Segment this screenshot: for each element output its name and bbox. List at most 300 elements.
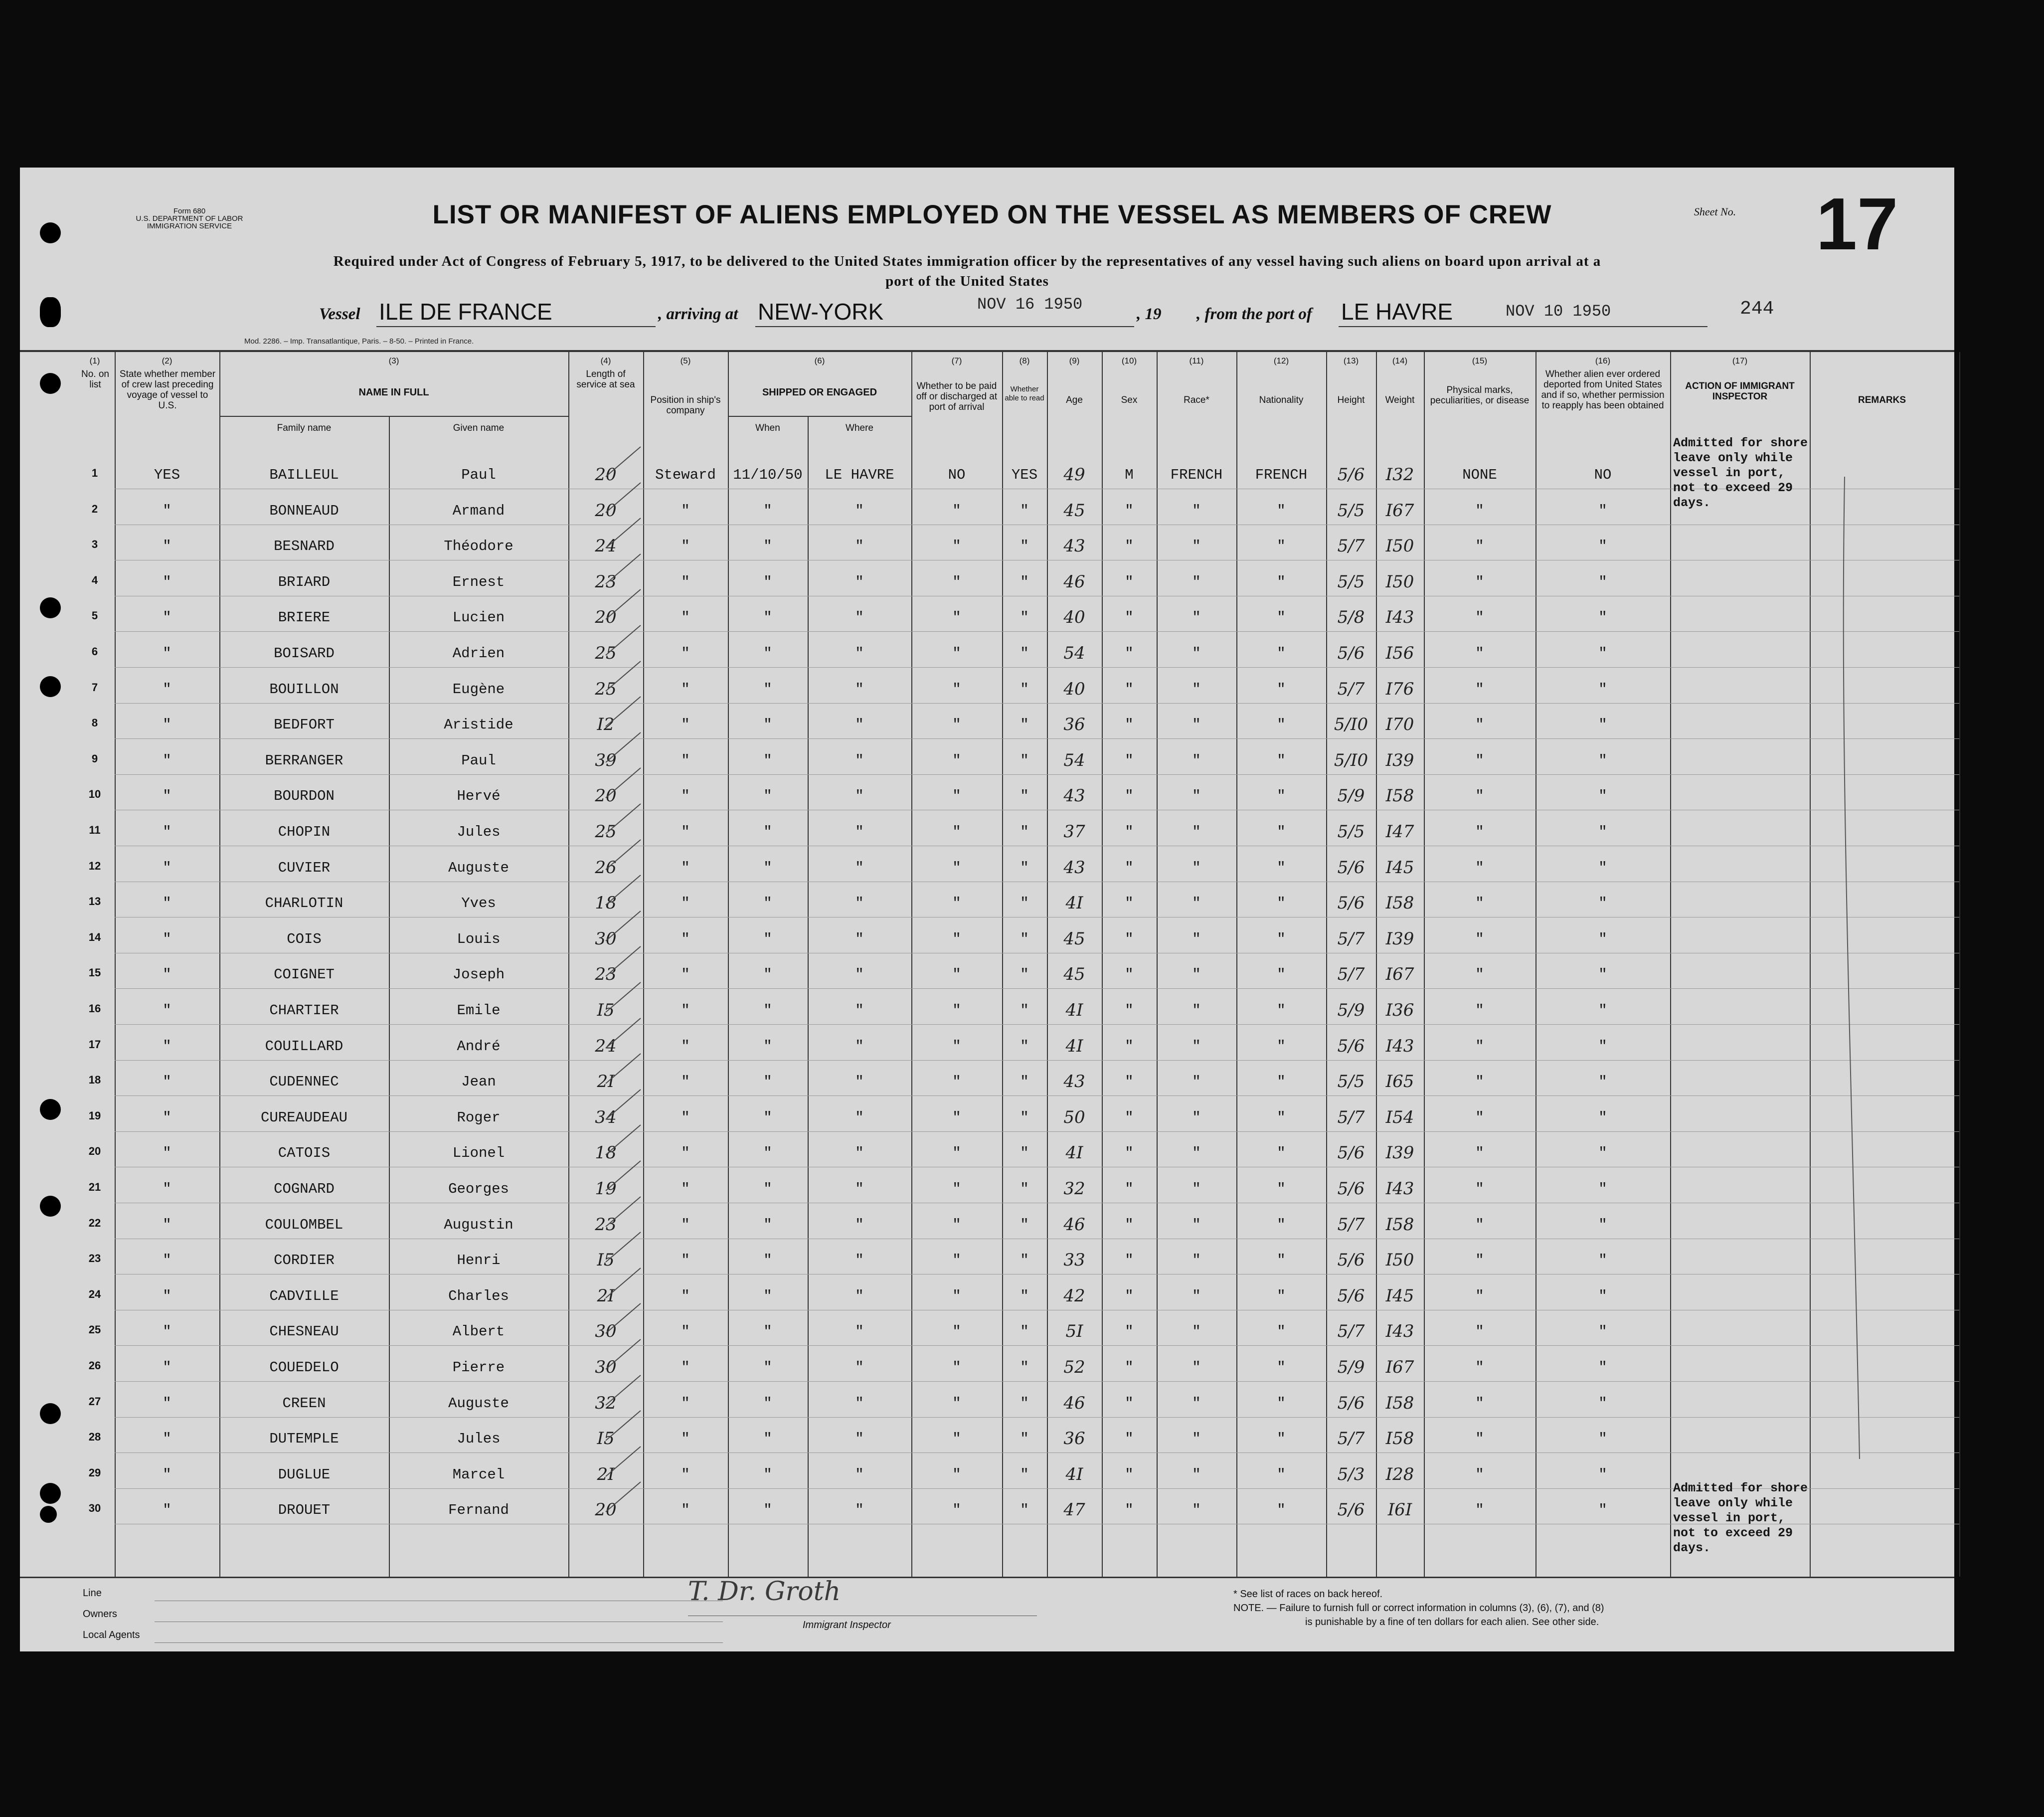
cell-service: 30 [595,929,617,949]
cell-paid: " [952,1431,961,1447]
cell-deported: " [1598,1395,1607,1412]
cell-weight: I50 [1385,572,1414,592]
cell-where: " [855,1038,864,1055]
cell-service: 34 [595,1107,617,1127]
cell-marks: " [1475,1074,1484,1090]
cell-nat: " [1277,966,1286,983]
cell-prev: " [163,538,171,554]
col-length-of-service: Length of service at sea [576,369,635,390]
cell-nat: " [1277,895,1286,911]
cell-service: I5 [597,1250,615,1270]
cell-where: " [855,1252,864,1269]
check-marks [603,437,663,1534]
cell-given: Augustin [444,1217,513,1233]
cell-weight: I6I [1387,1500,1412,1520]
check-mark [606,1339,641,1369]
cell-read: " [1020,1074,1029,1090]
cell-deported: " [1598,1431,1607,1447]
cell-service: 26 [595,858,617,878]
cell-family: CHOPIN [278,824,331,840]
cell-no: 10 [88,788,101,800]
cell-service: 23 [595,572,617,592]
col-9-number: (9) [1069,356,1080,365]
cell-weight: I58 [1385,1393,1414,1413]
form-number-block [130,207,249,230]
cell-where: " [855,503,864,519]
cell-service: I2 [597,715,615,734]
cell-given: Hervé [457,788,501,804]
cell-no: 12 [88,860,101,872]
cell-family: BRIARD [278,574,331,590]
cell-marks: " [1475,1002,1484,1019]
cell-weight: I43 [1385,1036,1414,1056]
col-11-number: (11) [1189,356,1204,365]
cell-no: 25 [88,1323,101,1336]
cell-service: 18 [595,893,617,913]
column-rule [1102,352,1103,1577]
cell-marks: " [1475,895,1484,911]
cell-paid: " [952,609,961,626]
cell-prev: " [163,1217,171,1233]
cell-read: " [1020,860,1029,876]
cell-no: 28 [88,1431,101,1443]
cell-prev: " [163,860,171,876]
cell-race: " [1192,1466,1201,1483]
cell-read: " [1020,1323,1029,1340]
cell-height: 5/6 [1337,1036,1365,1056]
cell-sex: " [1125,1038,1134,1055]
cell-position: " [681,1074,690,1090]
cell-prev: " [163,1074,171,1090]
cell-sex: " [1125,1502,1134,1518]
cell-prev: " [163,1145,171,1161]
cell-weight: I39 [1385,929,1414,949]
table-bottom-rule [20,1577,1954,1578]
check-mark [606,1375,641,1405]
cell-service: 25 [595,643,617,663]
subtitle-line-1: Required under Act of Congress of February 5, 1917, to be delivered to the United States immigration officer by the representatives of any vessel having such aliens on board upon arrival at a [333,253,1601,269]
cell-marks: " [1475,860,1484,876]
cell-no: 6 [91,645,98,658]
cell-given: Lionel [452,1145,505,1161]
cell-no: 30 [88,1502,101,1514]
cell-nat: " [1277,752,1286,769]
cell-given: Joseph [452,966,505,983]
cell-height: 5/6 [1337,1250,1365,1270]
check-mark [606,768,641,798]
remarks-pencil-stroke [1830,477,1870,1464]
check-mark [606,554,641,584]
cell-nat: " [1277,645,1286,662]
cell-no: 3 [91,538,98,550]
cell-paid: " [952,931,961,947]
cell-height: 5/I0 [1334,715,1368,734]
cell-race: " [1192,609,1201,626]
cell-sex: " [1125,788,1134,804]
cell-read: " [1020,1145,1029,1161]
cell-service: 25 [595,822,617,842]
cell-service: 2I [597,1286,615,1306]
cell-position: " [681,609,690,626]
cell-position: " [681,1038,690,1055]
cell-no: 17 [88,1038,101,1051]
cell-when: " [763,1217,772,1233]
cell-prev: " [163,1431,171,1447]
binder-hole [40,297,61,327]
cell-sex: " [1125,609,1134,626]
cell-race: " [1192,895,1201,911]
cell-height: 5/7 [1337,1215,1365,1235]
cell-no: 18 [88,1074,101,1086]
cell-sex: " [1125,1181,1134,1197]
row-rule [115,1345,1959,1346]
cell-nat: " [1277,1252,1286,1269]
cell-age: 54 [1063,750,1085,770]
cell-no: 2 [91,503,98,515]
col-race: Race* [1184,395,1209,405]
footnote-fine-2: is punishable by a fine of ten dollars for each alien. See other side. [1305,1617,1599,1628]
cell-marks: " [1475,1252,1484,1269]
column-rule [115,352,116,1577]
cell-no: 26 [88,1359,101,1372]
cell-marks: " [1475,609,1484,626]
cell-race: " [1192,1252,1201,1269]
cell-nat: " [1277,1466,1286,1483]
cell-marks: " [1475,503,1484,519]
cell-read: " [1020,1502,1029,1518]
cell-nat: " [1277,1181,1286,1197]
col-3-number: (3) [388,356,399,365]
cell-sex: " [1125,1145,1134,1161]
check-mark [606,1447,641,1476]
cell-marks: " [1475,1359,1484,1376]
cell-where: " [855,752,864,769]
cell-nat: " [1277,1217,1286,1233]
cell-service: 24 [595,1036,617,1056]
cell-race: " [1192,681,1201,698]
cell-paid: " [952,824,961,840]
cell-read: " [1020,1288,1029,1304]
cell-position: " [681,1252,690,1269]
cell-weight: I67 [1385,501,1414,521]
cell-nat: " [1277,1359,1286,1376]
check-mark [606,518,641,548]
cell-prev: " [163,1181,171,1197]
col-when: When [755,423,780,433]
cell-height: 5/I0 [1334,750,1368,770]
cell-given: Marcel [452,1466,505,1483]
cell-nat: " [1277,574,1286,590]
cell-when: " [763,1323,772,1340]
cell-family: COULOMBEL [265,1217,343,1233]
cell-no: 9 [91,752,98,765]
cell-family: BOURDON [274,788,335,804]
cell-read: " [1020,1252,1029,1269]
cell-position: " [681,1002,690,1019]
cell-sex: " [1125,1002,1134,1019]
cell-sex: " [1125,752,1134,769]
cell-read: " [1020,895,1029,911]
cell-nat: " [1277,1323,1286,1340]
cell-service: 20 [595,786,617,806]
cell-race: " [1192,860,1201,876]
cell-read: " [1020,752,1029,769]
sheet-no-label: Sheet No. [1694,205,1736,218]
cell-age: 43 [1063,858,1085,878]
cell-no: 14 [88,931,101,943]
cell-deported: " [1598,574,1607,590]
col-action-of-inspector: ACTION OF IMMIGRANT INSPECTOR [1685,381,1795,402]
cell-no: 16 [88,1002,101,1015]
col-where: Where [846,423,873,433]
cell-where: " [855,1502,864,1518]
cell-when: " [763,1502,772,1518]
cell-deported: " [1598,788,1607,804]
cell-sex: " [1125,860,1134,876]
cell-when: " [763,824,772,840]
cell-position: " [681,574,690,590]
cell-sex: " [1125,645,1134,662]
cell-read: YES [1011,467,1038,483]
cell-height: 5/8 [1337,607,1365,627]
column-rule [911,352,912,1577]
cell-marks: " [1475,1431,1484,1447]
cell-where: " [855,1395,864,1412]
binder-hole [40,597,61,618]
cell-given: Charles [448,1288,509,1304]
vessel-label: Vessel [319,305,360,323]
cell-no: 23 [88,1252,101,1265]
cell-marks: " [1475,931,1484,947]
cell-deported: " [1598,860,1607,876]
form-number: Form 680 [173,207,206,215]
cell-age: 43 [1063,536,1085,556]
cell-when: " [763,1395,772,1412]
cell-position: " [681,1181,690,1197]
cell-where: " [855,860,864,876]
cell-race: " [1192,1038,1201,1055]
cell-no: 13 [88,895,101,908]
cell-service: 20 [595,607,617,627]
cell-where: " [855,1431,864,1447]
inspector-signature: T. Dr. Groth [688,1577,841,1607]
cell-race: " [1192,966,1201,983]
cell-age: 47 [1063,1500,1085,1520]
check-mark [606,589,641,619]
cell-marks: " [1475,1395,1484,1412]
cell-prev: " [163,1288,171,1304]
cell-sex: " [1125,1323,1134,1340]
cell-read: " [1020,574,1029,590]
cell-marks: " [1475,717,1484,733]
cell-family: CHESNEAU [269,1323,339,1340]
cell-age: 52 [1063,1357,1085,1377]
cell-height: 5/7 [1337,1321,1365,1341]
cell-family: BOUILLON [269,681,339,698]
check-mark [606,483,641,513]
cell-nat: " [1277,538,1286,554]
cell-no: 7 [91,681,98,694]
cell-no: 1 [91,467,98,479]
cell-when: " [763,1466,772,1483]
check-mark [606,875,641,905]
from-port-label: , from the port of [1196,305,1312,323]
service: IMMIGRATION SERVICE [147,222,232,230]
cell-read: " [1020,1181,1029,1197]
cell-paid: " [952,503,961,519]
cell-position: " [681,1502,690,1518]
cell-marks: " [1475,1502,1484,1518]
cell-where: " [855,681,864,698]
cell-when: " [763,788,772,804]
check-mark [606,1197,641,1227]
cell-age: 5I [1065,1321,1083,1341]
cell-position: " [681,1109,690,1126]
cell-service: 39 [595,750,617,770]
cell-service: 24 [595,536,617,556]
cell-sex: " [1125,824,1134,840]
cell-deported: " [1598,895,1607,911]
cell-service: 18 [595,1143,617,1163]
cell-age: 49 [1063,465,1085,485]
col-name-in-full: NAME IN FULL [358,387,429,398]
cell-paid: " [952,1002,961,1019]
subtitle [189,251,1745,291]
col-7-number: (7) [951,356,962,365]
row-rule [115,1381,1959,1382]
cell-race: " [1192,645,1201,662]
row-rule [115,1131,1959,1132]
cell-family: COIGNET [274,966,335,983]
cell-deported: " [1598,1323,1607,1340]
cell-height: 5/6 [1337,858,1365,878]
stamp-number: 244 [1740,298,1774,320]
cell-paid: " [952,538,961,554]
cell-paid: " [952,681,961,698]
cell-where: " [855,574,864,590]
cell-height: 5/3 [1337,1464,1365,1484]
cell-position: " [681,503,690,519]
check-mark [606,1054,641,1084]
cell-where: " [855,1074,864,1090]
cell-prev: " [163,574,171,590]
cell-paid: " [952,1217,961,1233]
cell-height: 5/6 [1337,1393,1365,1413]
cell-position: " [681,681,690,698]
cell-family: CATOIS [278,1145,331,1161]
binder-hole [40,222,61,243]
arriving-label: , arriving at [658,305,738,323]
cell-nat: " [1277,1145,1286,1161]
cell-deported: " [1598,1217,1607,1233]
cell-age: 37 [1063,822,1085,842]
cell-height: 5/6 [1337,1500,1365,1520]
col-8-number: (8) [1019,356,1030,365]
cell-paid: " [952,1395,961,1412]
cell-deported: " [1598,1109,1607,1126]
cell-when: " [763,752,772,769]
cell-position: " [681,931,690,947]
cell-weight: I70 [1385,715,1414,734]
cell-position: " [681,1466,690,1483]
cell-sex: " [1125,1217,1134,1233]
binder-hole [40,373,61,394]
cell-sex: " [1125,503,1134,519]
subtitle-line-2: port of the United States [885,273,1049,289]
cell-prev: " [163,1359,171,1376]
col-10-number: (10) [1121,356,1137,365]
cell-deported: " [1598,824,1607,840]
cell-family: DUGLUE [278,1466,331,1483]
column-rule [1236,352,1237,1577]
cell-age: 45 [1063,929,1085,949]
row-rule [115,631,1959,632]
cell-where: " [855,717,864,733]
cell-when: " [763,1145,772,1161]
inspector-action-note-bottom: Admitted for shore leave only while vessel in port, not to exceed 29 days. [1673,1481,1808,1555]
cell-marks: " [1475,1145,1484,1161]
cell-family: CHARLOTIN [265,895,343,911]
cell-height: 5/6 [1337,1179,1365,1199]
cell-given: Adrien [452,645,505,662]
inspector-action-note-top: Admitted for shore leave only while vessel in port, not to exceed 29 days. [1673,436,1808,510]
cell-deported: " [1598,1359,1607,1376]
cell-deported: " [1598,1145,1607,1161]
cell-prev: " [163,931,171,947]
cell-age: 54 [1063,643,1085,663]
cell-family: CUVIER [278,860,331,876]
cell-sex: " [1125,538,1134,554]
vessel-name: ILE DE FRANCE [379,299,552,325]
cell-paid: " [952,1323,961,1340]
department: U.S. DEPARTMENT OF LABOR [136,214,243,223]
cell-deported: " [1598,1181,1607,1197]
cell-age: 33 [1063,1250,1085,1270]
binder-hole [40,1403,61,1424]
cell-where: " [855,895,864,911]
cell-age: 45 [1063,501,1085,521]
cell-race: " [1192,1431,1201,1447]
cell-weight: I43 [1385,1321,1414,1341]
check-mark [606,982,641,1012]
cell-race: " [1192,1145,1201,1161]
cell-weight: I50 [1385,536,1414,556]
cell-height: 5/5 [1337,1072,1365,1091]
cell-race: " [1192,1323,1201,1340]
cell-read: " [1020,1431,1029,1447]
cell-given: Paul [461,467,496,483]
cell-service: 32 [595,1393,617,1413]
cell-family: CADVILLE [269,1288,339,1304]
cell-race: " [1192,1288,1201,1304]
cell-given: Paul [461,752,496,769]
cell-service: 2I [597,1464,615,1484]
cell-nat: " [1277,788,1286,804]
column-rule [1670,352,1671,1577]
cell-race: " [1192,788,1201,804]
cell-read: " [1020,824,1029,840]
cell-where: " [855,1145,864,1161]
cell-given: Louis [457,931,501,947]
cell-paid: " [952,788,961,804]
cell-family: CHARTIER [269,1002,339,1019]
departure-port: LE HAVRE [1341,299,1453,325]
cell-position: " [681,966,690,983]
cell-service: 30 [595,1321,617,1341]
cell-when: " [763,609,772,626]
cell-prev: " [163,1323,171,1340]
col-family-name: Family name [277,423,332,433]
